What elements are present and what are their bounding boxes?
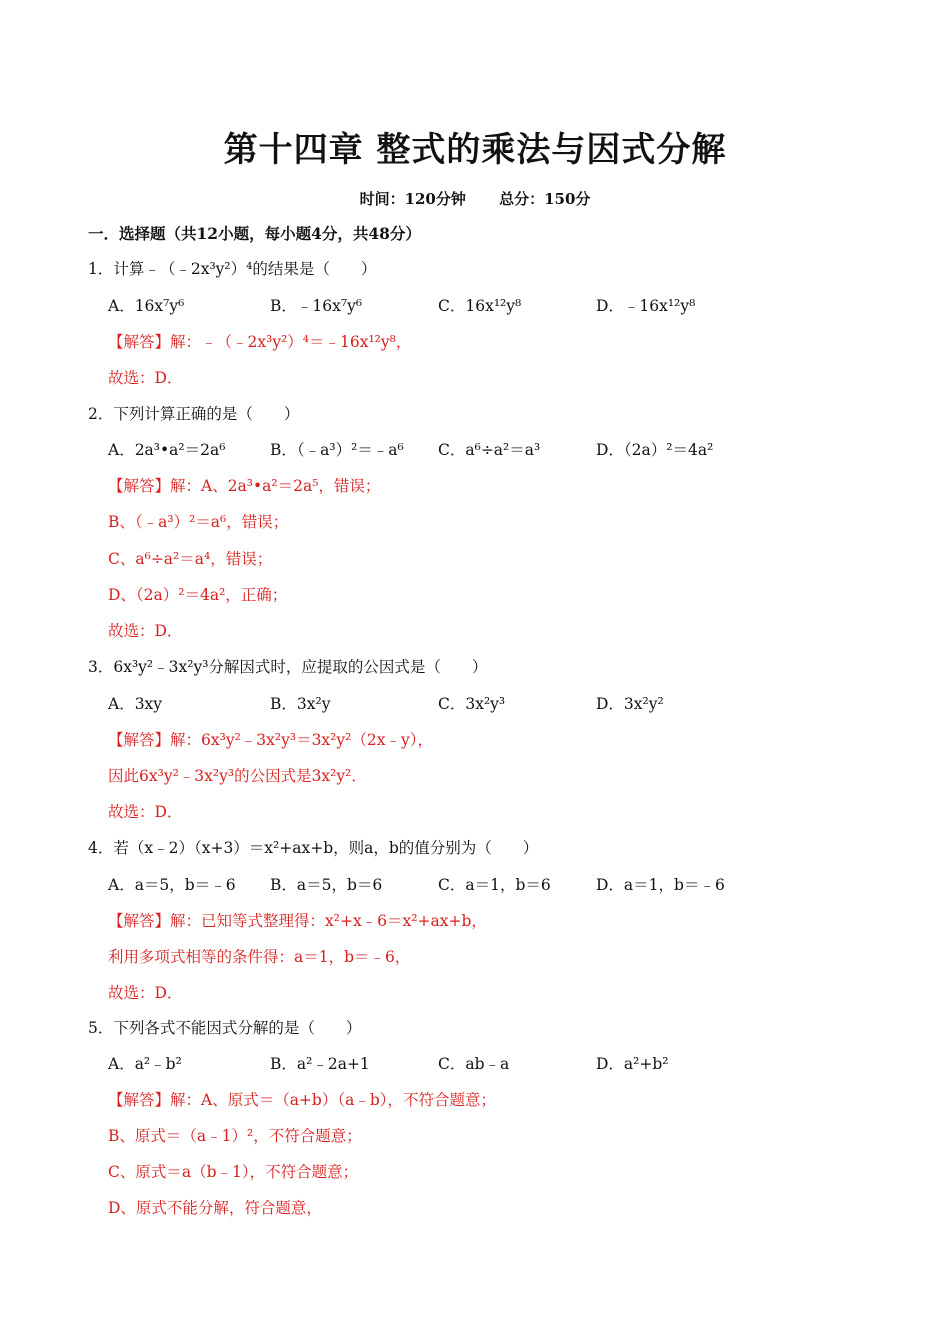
question-1-option-d: D．﹣16x¹²y⁸ <box>596 297 696 315</box>
question-2-answer-line: D、（2a）²＝4a²，正确； <box>108 586 288 604</box>
question-4-option-c: C．a＝1，b＝6 <box>438 876 551 894</box>
question-5-option-d: D．a²+b² <box>596 1055 669 1073</box>
question-3-option-c: C．3x²y³ <box>438 695 506 713</box>
question-3-answer-line: 【解答】解：6x³y²﹣3x²y³＝3x²y²（2x﹣y）， <box>108 731 433 749</box>
question-5-option-c: C．ab﹣a <box>438 1055 510 1073</box>
page-title: 第十四章 整式的乘法与因式分解 <box>223 130 727 170</box>
question-2-answer-line: 【解答】解：A、2a³•a²＝2a⁵，错误； <box>108 477 381 495</box>
question-2-option-d: D．（2a）²＝4a² <box>596 441 714 459</box>
question-4-option-a: A．a＝5，b＝﹣6 <box>108 876 236 894</box>
section-heading: 一．选择题（共12小题，每小题4分，共48分） <box>88 224 421 243</box>
question-3-answer-line: 故选：D． <box>108 803 183 821</box>
question-1-option-a: A．16x⁷y⁶ <box>108 297 185 315</box>
question-1-option-b: B．﹣16x⁷y⁶ <box>270 297 363 315</box>
question-1-answer-line: 故选：D． <box>108 369 183 387</box>
question-4-option-b: B．a＝5，b＝6 <box>270 876 383 894</box>
question-4-answer-line: 故选：D． <box>108 984 183 1002</box>
question-5-option-a: A．a²﹣b² <box>108 1055 182 1073</box>
question-2-option-a: A．2a³•a²＝2a⁶ <box>108 441 226 459</box>
question-2-answer-line: B、（﹣a³）²＝a⁶，错误； <box>108 513 289 531</box>
question-5-answer-line: B、原式＝（a﹣1）²，不符合题意； <box>108 1127 362 1145</box>
question-4-stem: 4．若（x﹣2）（x+3）＝x²+ax+b，则a，b的值分别为（ ） <box>88 839 539 857</box>
question-3-stem: 3．6x³y²﹣3x²y³分解因式时，应提取的公因式是（ ） <box>88 658 488 676</box>
question-3-answer-line: 因此6x³y²﹣3x²y³的公因式是3x²y²． <box>108 767 367 785</box>
question-2-answer-line: 故选：D． <box>108 622 183 640</box>
time-limit: 时间：120分钟 <box>359 190 466 208</box>
question-2-answer-line: C、a⁶÷a²＝a⁴，错误； <box>108 550 273 568</box>
question-5-stem: 5．下列各式不能因式分解的是（ ） <box>88 1019 362 1037</box>
question-4-option-d: D．a＝1，b＝﹣6 <box>596 876 725 894</box>
question-5-answer-line: 【解答】解：A、原式＝（a+b）（a﹣b），不符合题意； <box>108 1091 497 1109</box>
question-5-option-b: B．a²﹣2a+1 <box>270 1055 370 1073</box>
question-1-option-c: C．16x¹²y⁸ <box>438 297 522 315</box>
question-3-option-b: B．3x²y <box>270 695 331 713</box>
question-3-option-a: A．3xy <box>108 695 163 713</box>
exam-meta <box>0 188 950 209</box>
question-4-answer-line: 【解答】解：已知等式整理得：x²+x﹣6＝x²+ax+b， <box>108 912 487 930</box>
question-3-option-d: D．3x²y² <box>596 695 664 713</box>
question-1-stem: 1．计算﹣（﹣2x³y²）⁴的结果是（ ） <box>88 260 377 278</box>
total-score: 总分：150分 <box>499 190 591 208</box>
question-2-stem: 2．下列计算正确的是（ ） <box>88 405 300 423</box>
question-4-answer-line: 利用多项式相等的条件得：a＝1，b＝﹣6， <box>108 948 411 966</box>
question-5-answer-line: D、原式不能分解，符合题意， <box>108 1199 322 1217</box>
question-2-option-c: C．a⁶÷a²＝a³ <box>438 441 541 459</box>
question-5-answer-line: C、原式＝a（b﹣1），不符合题意； <box>108 1163 359 1181</box>
question-2-option-b: B．（﹣a³）²＝﹣a⁶ <box>270 441 404 459</box>
question-1-answer-line: 【解答】解：﹣（﹣2x³y²）⁴＝﹣16x¹²y⁸， <box>108 333 412 351</box>
